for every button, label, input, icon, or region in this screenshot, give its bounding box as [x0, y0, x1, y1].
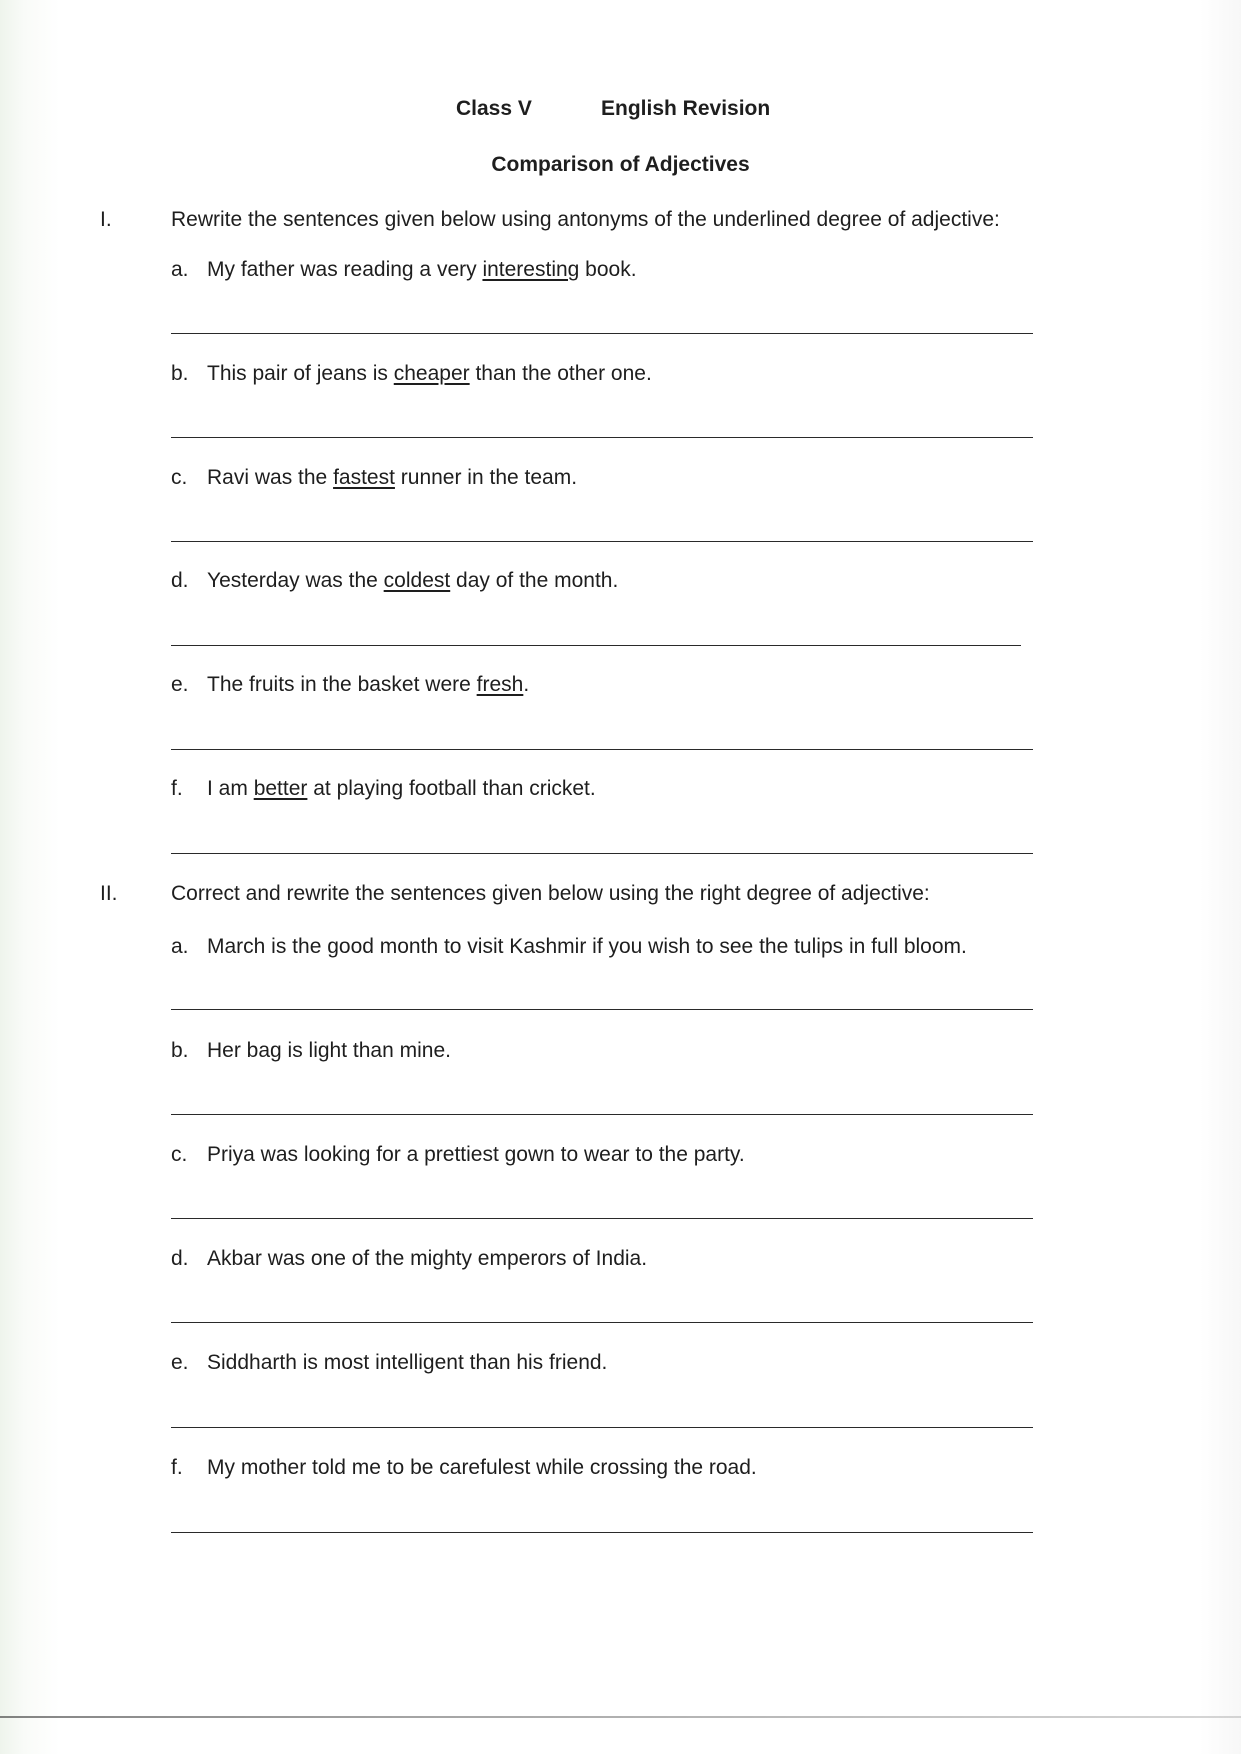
item-letter: f.	[171, 1456, 183, 1479]
answer-line-1e[interactable]	[171, 749, 1033, 750]
answer-line-2f[interactable]	[171, 1532, 1033, 1533]
scan-bottom-edge	[0, 1716, 1241, 1718]
item-text: My mother told me to be carefulest while crossing the road.	[207, 1456, 757, 1479]
item-text-after: book.	[579, 258, 637, 281]
item-text-after: runner in the team.	[394, 466, 578, 489]
answer-line-2a[interactable]	[171, 1009, 1033, 1010]
topic-title: Comparison of Adjectives	[491, 153, 750, 176]
item-text: March is the good month to visit Kashmir if you wish to see the tulips in full bloom.	[207, 935, 967, 958]
question-2d	[171, 1247, 647, 1271]
question-2b	[171, 1039, 451, 1063]
section-2-number: II.	[100, 882, 118, 905]
item-text-after: .	[523, 673, 530, 696]
item-text-after: than the other one.	[469, 362, 652, 385]
item-text-before: Ravi was the	[207, 466, 334, 489]
item-letter: d.	[171, 1247, 189, 1270]
item-letter: f.	[171, 777, 183, 800]
question-2a	[171, 935, 967, 959]
question-1f	[171, 777, 596, 801]
item-text: Priya was looking for a prettiest gown to wear to the party.	[207, 1143, 745, 1166]
section-1-number: I.	[100, 208, 112, 231]
answer-line-1d[interactable]	[171, 645, 1021, 646]
underlined-adjective: coldest	[383, 569, 451, 592]
answer-line-2d[interactable]	[171, 1322, 1033, 1323]
item-text: Akbar was one of the mighty emperors of India.	[207, 1247, 648, 1270]
answer-line-2e[interactable]	[171, 1427, 1033, 1428]
item-letter: e.	[171, 1351, 189, 1374]
section-2-instruction: Correct and rewrite the sentences given below using the right degree of adjective:	[171, 882, 930, 905]
item-letter: a.	[171, 935, 189, 958]
item-letter: a.	[171, 258, 189, 281]
answer-line-2b[interactable]	[171, 1114, 1033, 1115]
item-letter: c.	[171, 466, 188, 489]
answer-line-2c[interactable]	[171, 1218, 1033, 1219]
underlined-adjective: fresh	[476, 673, 524, 696]
item-letter: b.	[171, 1039, 189, 1062]
item-text-before: Yesterday was the	[207, 569, 384, 592]
answer-line-1c[interactable]	[171, 541, 1033, 542]
item-text-before: I am	[207, 777, 254, 800]
subject-label: English Revision	[601, 97, 771, 120]
underlined-adjective: interesting	[482, 258, 580, 281]
item-letter: d.	[171, 569, 189, 592]
underlined-adjective: better	[253, 777, 308, 800]
item-text-after: day of the month.	[450, 569, 619, 592]
answer-line-1f[interactable]	[171, 853, 1033, 854]
item-text-before: The fruits in the basket were	[207, 673, 477, 696]
question-2f	[171, 1456, 757, 1480]
question-1d	[171, 569, 618, 593]
answer-line-1a[interactable]	[171, 333, 1033, 334]
class-label: Class V	[456, 97, 532, 120]
item-letter: c.	[171, 1143, 188, 1166]
item-letter: b.	[171, 362, 189, 385]
item-text-before: This pair of jeans is	[207, 362, 394, 385]
question-2e	[171, 1351, 607, 1375]
item-text-before: My father was reading a very	[207, 258, 483, 281]
item-letter: e.	[171, 673, 189, 696]
underlined-adjective: fastest	[333, 466, 395, 489]
item-text: Her bag is light than mine.	[207, 1039, 451, 1062]
answer-line-1b[interactable]	[171, 437, 1033, 438]
question-2c	[171, 1143, 745, 1167]
underlined-adjective: cheaper	[393, 362, 470, 385]
item-text-after: at playing football than cricket.	[307, 777, 596, 800]
question-1b	[171, 362, 652, 386]
question-1c	[171, 466, 577, 490]
question-1e	[171, 673, 529, 697]
section-1-instruction: Rewrite the sentences given below using antonyms of the underlined degree of adjective:	[171, 208, 1000, 231]
item-text: Siddharth is most intelligent than his friend.	[207, 1351, 608, 1374]
question-1a	[171, 258, 637, 282]
